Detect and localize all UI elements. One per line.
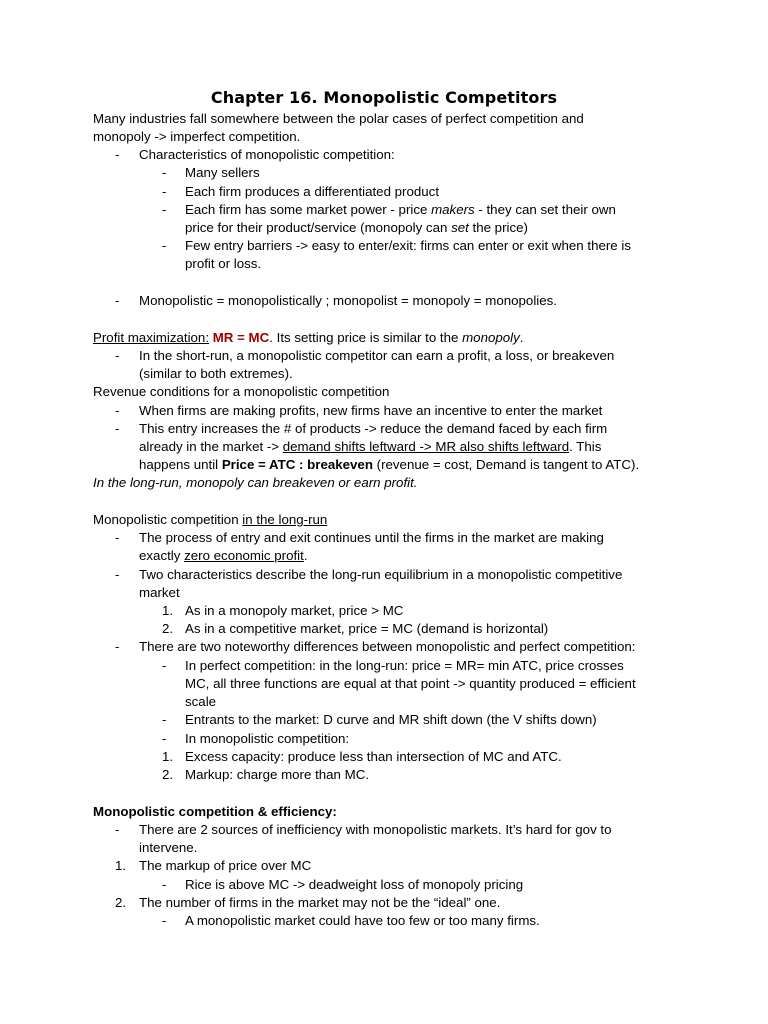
long-run-note: In the long-run, monopoly can breakeven or earn profit. (93, 475, 418, 490)
emphasis: makers (431, 202, 475, 217)
bullet-dash: - (115, 822, 120, 837)
bullet-dash: - (115, 348, 120, 363)
underlined-text: demand shifts leftward -> MR also shifts leftward (282, 439, 570, 454)
text-run: . (303, 548, 308, 563)
text-run: (revenue = cost, Demand is tangent to ATC). (372, 457, 640, 472)
list-item: Two characteristics describe the long-run equilibrium in a monopolistic competitive (139, 567, 623, 582)
list-item-continued: (similar to both extremes). (139, 366, 293, 381)
characteristics-heading: Characteristics of monopolistic competition: (139, 147, 395, 162)
list-item: In monopolistic competition: (185, 731, 350, 746)
bullet-dash: - (162, 658, 167, 673)
bullet-dash: - (162, 202, 167, 217)
list-item-continued: MC, all three functions are equal at that point -> quantity produced = efficient (185, 676, 636, 691)
intro-line-1: Many industries fall somewhere between the polar cases of perfect competition and (93, 111, 584, 126)
numbered-item: The number of firms in the market may not be the “ideal” one. (139, 895, 501, 910)
page-title: Chapter 16. Monopolistic Competitors (210, 88, 558, 107)
list-item-continued (185, 219, 528, 237)
list-item: Rice is above MC -> deadweight loss of monopoly pricing (185, 877, 524, 892)
list-item-continued: profit or loss. (185, 256, 262, 271)
terms-note: Monopolistic = monopolistically ; monopolist = monopoly = monopolies. (139, 293, 557, 308)
list-number: 1. (162, 603, 174, 618)
numbered-item: As in a competitive market, price = MC (demand is horizontal) (185, 621, 549, 636)
list-item: This entry increases the # of products -> reduce the demand faced by each firm (139, 421, 608, 436)
list-item (185, 201, 616, 219)
list-number: 1. (115, 858, 127, 873)
list-item: Each firm produces a differentiated product (185, 184, 440, 199)
efficiency-heading: Monopolistic competition & efficiency: (93, 804, 337, 819)
list-number: 2. (162, 767, 174, 782)
profit-maximization (93, 329, 523, 347)
text-run: - they can set their own (474, 202, 616, 217)
intro-line-2: monopoly -> imperfect competition. (93, 129, 301, 144)
bullet-dash: - (162, 184, 167, 199)
text-run: exactly (139, 548, 185, 563)
bullet-dash: - (115, 639, 120, 654)
list-item-continued: intervene. (139, 840, 198, 855)
text-run: . (519, 330, 524, 345)
list-number: 2. (115, 895, 127, 910)
text-run: Monopolistic competition (93, 512, 243, 527)
bold-text: Price = ATC : breakeven (221, 457, 373, 472)
bullet-dash: - (115, 530, 120, 545)
bullet-dash: - (162, 712, 167, 727)
bullet-dash: - (115, 293, 120, 308)
bullet-dash: - (162, 731, 167, 746)
text-run: . Its setting price is similar to the (269, 330, 463, 345)
list-item: When firms are making profits, new firms have an incentive to enter the market (139, 403, 603, 418)
profit-formula: MR = MC (212, 330, 270, 345)
list-item: In the short-run, a monopolistic competitor can earn a profit, a loss, or breakeven (139, 348, 615, 363)
text-run: the price) (468, 220, 528, 235)
underlined-text: zero economic profit (184, 548, 304, 563)
underlined-text: in the long-run (242, 512, 328, 527)
list-number: 1. (162, 749, 174, 764)
emphasis: monopoly (462, 330, 520, 345)
list-item-continued (139, 456, 639, 474)
numbered-item: As in a monopoly market, price > MC (185, 603, 404, 618)
list-item: There are two noteworthy differences between monopolistic and perfect competition: (139, 639, 636, 654)
list-item: There are 2 sources of inefficiency with monopolistic markets. It’s hard for gov to (139, 822, 612, 837)
list-item-continued: market (139, 585, 180, 600)
bullet-dash: - (115, 567, 120, 582)
bullet-dash: - (162, 877, 167, 892)
text-run: Each firm has some market power - price (185, 202, 432, 217)
list-number: 2. (162, 621, 174, 636)
text-run: . This (569, 439, 602, 454)
list-item: In perfect competition: in the long-run: price = MR= min ATC, price crosses (185, 658, 624, 673)
list-item: Few entry barriers -> easy to enter/exit: firms can enter or exit when there is (185, 238, 631, 253)
text-run: already in the market -> (139, 439, 283, 454)
list-item-continued: scale (185, 694, 217, 709)
list-item: A monopolistic market could have too few or too many firms. (185, 913, 540, 928)
text-run: price for their product/service (monopoly can (185, 220, 452, 235)
numbered-item: Excess capacity: produce less than intersection of MC and ATC. (185, 749, 562, 764)
list-item: The process of entry and exit continues until the firms in the market are making (139, 530, 604, 545)
list-item-continued (139, 438, 601, 456)
revenue-heading: Revenue conditions for a monopolistic competition (93, 384, 390, 399)
bullet-dash: - (115, 147, 120, 162)
bullet-dash: - (162, 238, 167, 253)
bullet-dash: - (162, 165, 167, 180)
bullet-dash: - (115, 421, 120, 436)
long-run-heading (93, 511, 327, 529)
list-item: Entrants to the market: D curve and MR shift down (the V shifts down) (185, 712, 597, 727)
numbered-item: The markup of price over MC (139, 858, 312, 873)
numbered-item: Markup: charge more than MC. (185, 767, 370, 782)
bullet-dash: - (162, 913, 167, 928)
profit-label: Profit maximization: (93, 330, 210, 345)
emphasis: set (451, 220, 469, 235)
text-run: happens until (139, 457, 222, 472)
bullet-dash: - (115, 403, 120, 418)
list-item: Many sellers (185, 165, 260, 180)
list-item-continued (139, 547, 308, 565)
